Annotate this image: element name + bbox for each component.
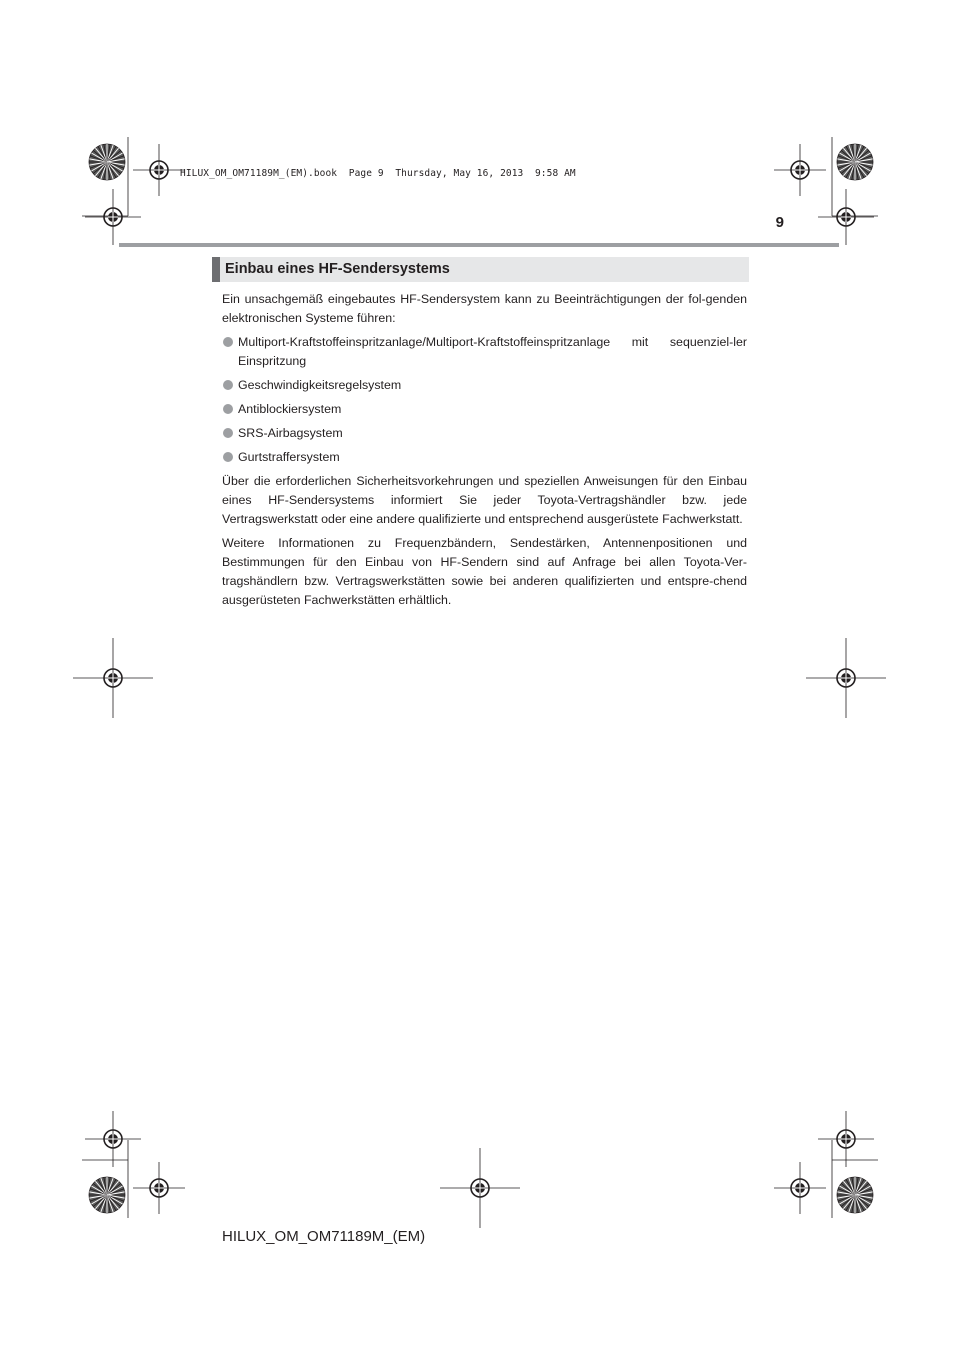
registration-crosshair-icon [774, 1162, 826, 1214]
registration-starburst-icon [89, 144, 125, 180]
list-item [222, 448, 747, 467]
bullet-icon [223, 428, 233, 438]
list-item [222, 333, 747, 371]
footer-document-code: HILUX_OM_OM71189M_(EM) [222, 1228, 426, 1245]
bullet-icon [223, 380, 233, 390]
list-item [222, 376, 747, 395]
registration-crosshair-icon [85, 189, 141, 245]
bullet-icon [223, 337, 233, 347]
section-body [222, 290, 747, 615]
registration-crosshair-icon [806, 638, 886, 718]
section-heading-text: Einbau eines HF-Sendersystems [225, 261, 450, 277]
print-header: HILUX_OM_OM71189M_(EM).book Page 9 Thursday, May 16, 2013 9:58 AM [180, 168, 576, 179]
registration-crosshair-icon [818, 189, 874, 245]
intro-paragraph: Ein unsachgemäß eingebautes HF-Sendersystem kann zu Beeinträchtigungen der fol-genden elektronischen Systeme führen: [222, 292, 747, 325]
list-item-text: Multiport-Kraftstoffeinspritzanlage/Multiport-Kraftstoffeinspritzanlage mit sequenziel-ler Einspritzung [238, 335, 747, 368]
registration-crosshair-icon [133, 1162, 185, 1214]
bullet-icon [223, 404, 233, 414]
registration-crosshair-icon [133, 144, 185, 196]
list-item-text: Gurtstraffersystem [238, 450, 340, 464]
list-item [222, 424, 747, 443]
header-rule [119, 243, 839, 247]
registration-starburst-icon [837, 144, 873, 180]
registration-starburst-icon [837, 1177, 873, 1213]
bullet-icon [223, 452, 233, 462]
body-paragraph: Über die erforderlichen Sicherheitsvorkehrungen und speziellen Anweisungen für den Einbau eines HF-Sendersystems informiert Sie jeder Toyota-Vertragshändler bzw. jede Vertragswerkstatt oder eine andere qualifizierte und entsprechend ausgerüstete Fachwerkstatt. [222, 474, 747, 526]
list-item-text: Geschwindigkeitsregelsystem [238, 378, 402, 392]
page-number: 9 [775, 214, 784, 231]
list-item-text: Antiblockiersystem [238, 402, 342, 416]
registration-crosshair-icon [73, 638, 153, 718]
list-item-text: SRS-Airbagsystem [238, 426, 343, 440]
registration-starburst-icon [89, 1177, 125, 1213]
list-item [222, 400, 747, 419]
registration-crosshair-icon [818, 1111, 874, 1167]
section-heading [212, 257, 749, 282]
registration-crosshair-icon [440, 1148, 520, 1228]
registration-crosshair-icon [85, 1111, 141, 1167]
registration-crosshair-icon [774, 144, 826, 196]
body-paragraph: Weitere Informationen zu Frequenzbändern, Sendestärken, Antennenpositionen und Bestimmungen für den Einbau von HF-Sendern sind auf Anfrage bei allen Toyota-Ver-tragshändlern bzw. Vertragswerkstätten sowie bei anderen qualifizierten und entspre-chend ausgerüsteten Fachwerkstätten erhältlich. [222, 536, 747, 607]
